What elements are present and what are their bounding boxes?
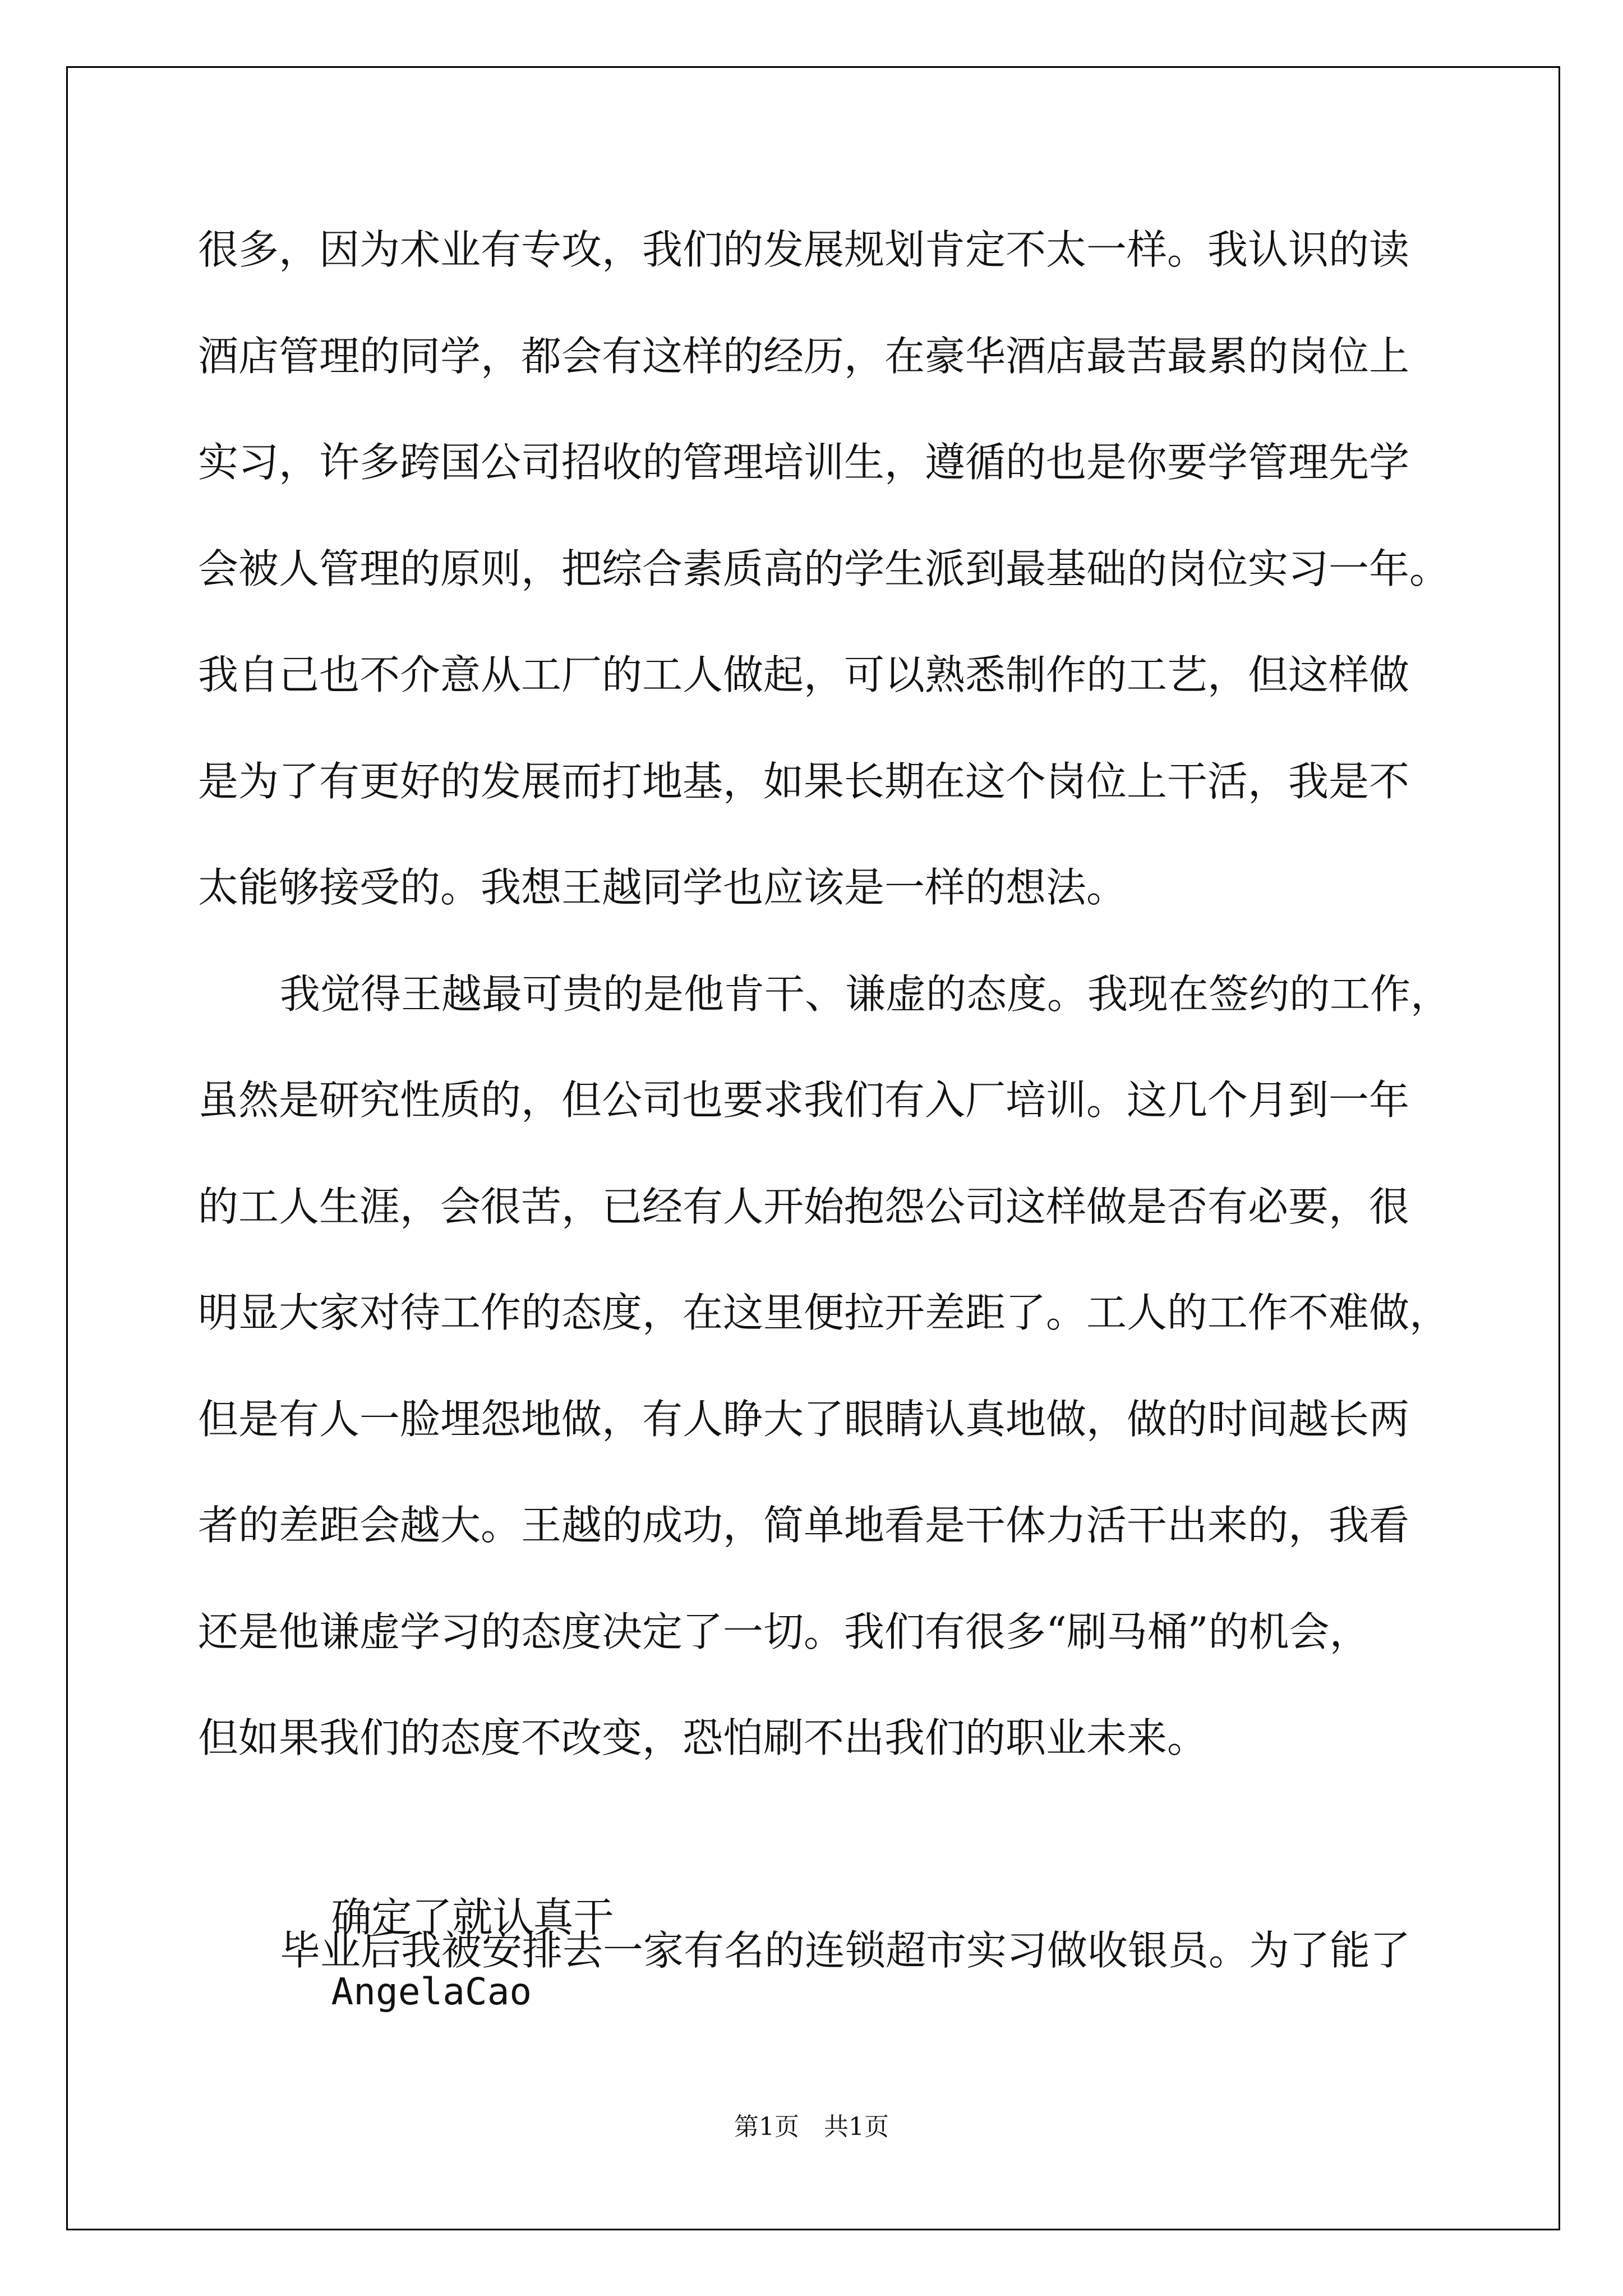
- page-number-footer: 第1页 共1页: [734, 2113, 889, 2141]
- text-line: 毕业后我被安排去一家有名的连锁超市实习做收银员。为了能了: [280, 1927, 1411, 1974]
- text-line: 我自己也不介意从工厂的工人做起，可以熟悉制作的工艺，但这样做: [198, 651, 1410, 698]
- text-line: 但是有人一脸埋怨地做，有人睁大了眼睛认真地做，做的时间越长两: [198, 1395, 1410, 1443]
- section-title: 确定了就认真干: [331, 1893, 614, 1941]
- text-line: 会被人管理的原则，把综合素质高的学生派到最基础的岗位实习一年。: [198, 545, 1450, 592]
- text-line: 虽然是研究性质的，但公司也要求我们有入厂培训。这几个月到一年: [198, 1076, 1410, 1124]
- text-line: 者的差距会越大。王越的成功，简单地看是干体力活干出来的，我看: [198, 1502, 1410, 1549]
- text-line: 很多，因为术业有专攻，我们的发展规划肯定不太一样。我认识的读: [198, 226, 1410, 273]
- text-line: 明显大家对待工作的态度，在这里便拉开差距了。工人的工作不难做，: [198, 1289, 1450, 1336]
- document-body: [198, 213, 1449, 2021]
- text-line: 我觉得王越最可贵的是他肯干、谦虚的态度。我现在签约的工作，: [280, 970, 1451, 1018]
- section-author: AngelaCao: [331, 1970, 532, 2013]
- text-line: 酒店管理的同学，都会有这样的经历，在豪华酒店最苦最累的岗位上: [198, 332, 1410, 380]
- text-line: 实习，许多跨国公司招收的管理培训生，遵循的也是你要学管理先学: [198, 439, 1410, 486]
- text-line: 的工人生涯，会很苦，已经有人开始抱怨公司这样做是否有必要，很: [198, 1182, 1410, 1230]
- text-line: 太能够接受的。我想王越同学也应该是一样的想法。: [198, 864, 1127, 911]
- text-line: 但如果我们的态度不改变，恐怕刷不出我们的职业未来。: [198, 1714, 1208, 1761]
- text-line: 还是他谦虚学习的态度决定了一切。我们有很多“刷马桶”的机会，: [198, 1608, 1370, 1655]
- text-line: 是为了有更好的发展而打地基，如果长期在这个岗位上干活，我是不: [198, 757, 1410, 805]
